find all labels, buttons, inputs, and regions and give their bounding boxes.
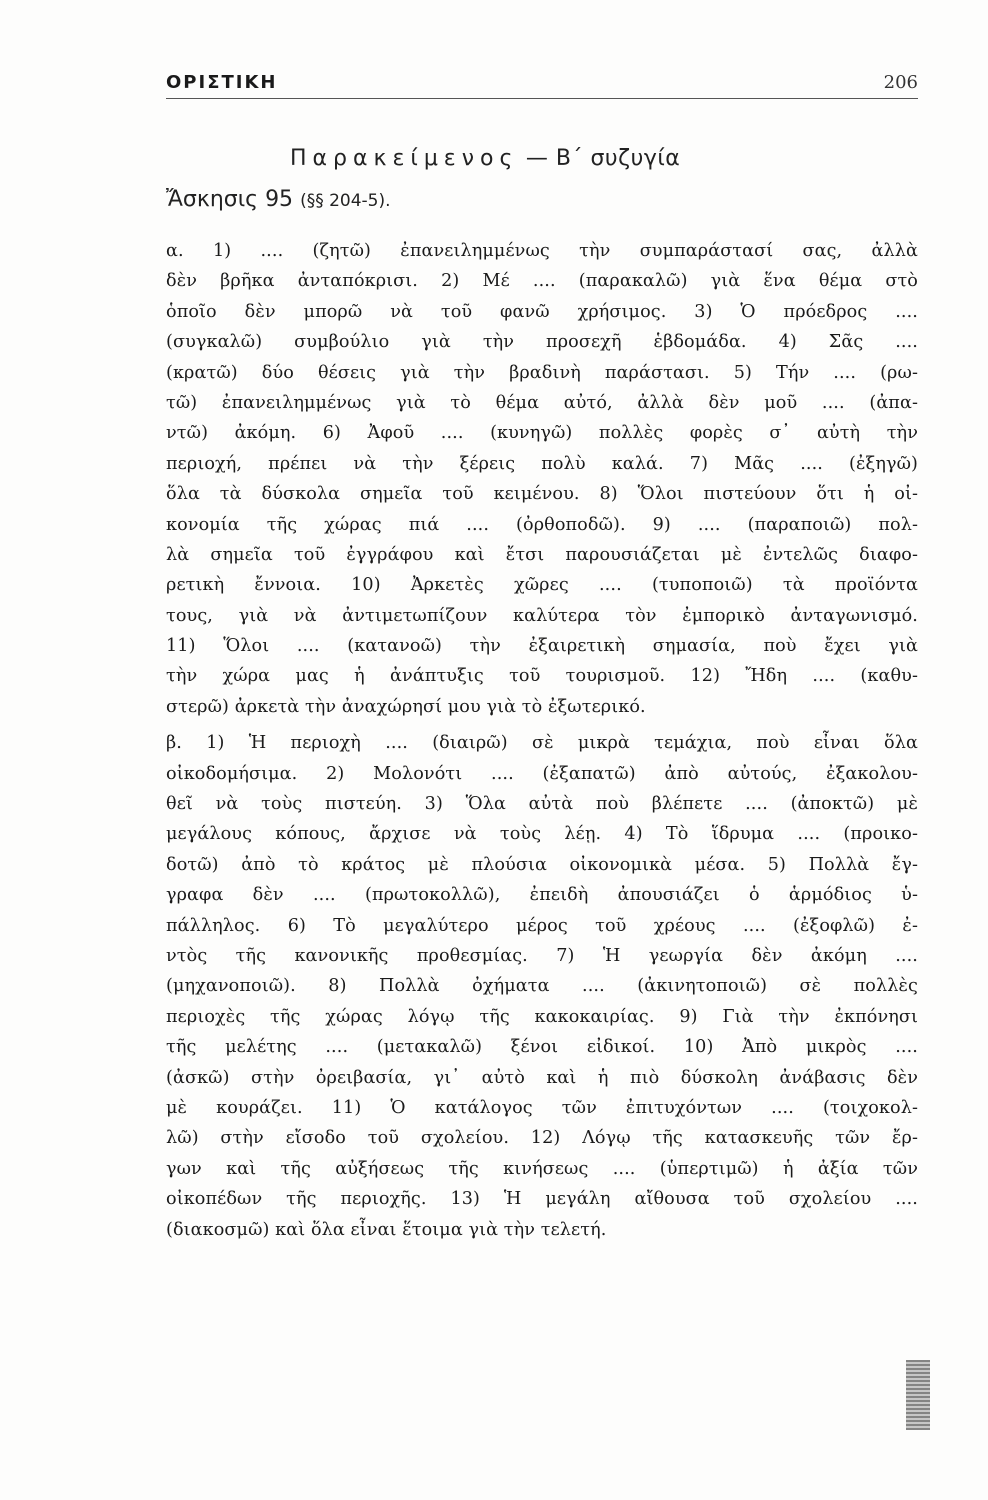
section-title-main: Παρακείμενος bbox=[290, 146, 519, 171]
text-line: μὲ κουράζει. 11) Ὁ κατάλογος τῶν ἐπιτυχόντων .... (τοιχοκολ- bbox=[166, 1097, 918, 1118]
margin-stamp-mark bbox=[906, 1360, 930, 1430]
text-line: λῶ) στὴν εἴσοδο τοῦ σχολείου. 12) Λόγῳ τῆς κατασκευῆς τῶν ἔρ- bbox=[166, 1128, 918, 1149]
text-line: (ἀσκῶ) στὴν ὀρειβασία, γι᾽ αὐτὸ καὶ ἡ πιὸ δύσκολη ἀνάβασις δὲν bbox=[166, 1067, 918, 1088]
text-line: (μηχανοποιῶ). 8) Πολλὰ ὀχήματα .... (ἀκινητοποιῶ) σὲ πολλὲς bbox=[166, 976, 918, 997]
text-line: περιοχὲς τῆς χώρας λόγῳ τῆς κακοκαιρίας. 9) Γιὰ τὴν ἐκπόνησι bbox=[166, 1006, 918, 1027]
text-line: 11) Ὅλοι .... (κατανοῶ) τὴν ἐξαιρετικὴ σημασία, ποὺ ἔχει γιὰ bbox=[166, 636, 918, 657]
exercise-name: Ἄσκησις 95 bbox=[166, 187, 294, 212]
text-line: (κρατῶ) δύο θέσεις γιὰ τὴν βραδινὴ παράστασι. 5) Τήν .... (ρω- bbox=[166, 362, 918, 383]
section-title bbox=[290, 146, 680, 171]
exercise-ref: (§§ 204-5). bbox=[300, 191, 391, 211]
text-line: στερῶ) ἀρκετὰ τὴν ἀναχώρησί μου γιὰ τὸ ἐξωτερικό. bbox=[166, 696, 646, 717]
section-title-sub: — Β΄ συζυγία bbox=[525, 146, 681, 171]
running-title: ΟΡΙΣΤΙΚΗ bbox=[166, 72, 278, 93]
text-line: τῶ) ἐπανειλημμένως γιὰ τὸ θέμα αὐτό, ἀλλὰ δὲν μοῦ .... (ἀπα- bbox=[166, 392, 918, 413]
text-line: πάλληλος. 6) Τὸ μεγαλύτερο μέρος τοῦ χρέους .... (ἐξοφλῶ) ἐ- bbox=[166, 915, 918, 936]
page-number: 206 bbox=[883, 72, 918, 93]
exercise-title bbox=[166, 187, 391, 212]
text-line: (διακοσμῶ) καὶ ὅλα εἶναι ἕτοιμα γιὰ τὴν τελετή. bbox=[166, 1219, 607, 1240]
text-line: οἰκοδομήσιμα. 2) Μολονότι .... (ἐξαπατῶ) ἀπὸ αὐτούς, ἐξακολου- bbox=[166, 763, 918, 784]
running-head bbox=[166, 72, 918, 99]
text-line: ντὸς τῆς κανονικῆς προθεσμίας. 7) Ἡ γεωργία δὲν ἀκόμη .... bbox=[166, 945, 918, 966]
text-line: τους, γιὰ νὰ ἀντιμετωπίζουν καλύτερα τὸν ἐμπορικὸ ἀνταγωνισμό. bbox=[166, 605, 918, 626]
text-line: δοτῶ) ἀπὸ τὸ κράτος μὲ πλούσια οἰκονομικὰ μέσα. 5) Πολλὰ ἔγ- bbox=[166, 854, 918, 875]
text-line: κονομία τῆς χώρας πιά .... (ὀρθοποδῶ). 9) .... (παραποιῶ) πολ- bbox=[166, 514, 918, 535]
text-line: δὲν βρῆκα ἀνταπόκρισι. 2) Μέ .... (παρακαλῶ) γιὰ ἕνα θέμα στὸ bbox=[166, 271, 918, 292]
text-line: τὴν χώρα μας ἡ ἀνάπτυξις τοῦ τουρισμοῦ. 12) Ἤδη .... (καθυ- bbox=[166, 666, 918, 687]
text-line: (συγκαλῶ) συμβούλιο γιὰ τὴν προσεχῆ ἑβδομάδα. 4) Σᾶς .... bbox=[166, 332, 918, 353]
text-line: α. 1) .... (ζητῶ) ἐπανειλημμένως τὴν συμπαράστασί σας, ἀλλὰ bbox=[166, 241, 918, 261]
text-line: β. 1) Ἡ περιοχὴ .... (διαιρῶ) σὲ μικρὰ τεμάχια, ποὺ εἶναι ὅλα bbox=[166, 733, 918, 754]
text-line: ρετικὴ ἔννοια. 10) Ἀρκετὲς χῶρες .... (τυποποιῶ) τὰ προϊόντα bbox=[166, 575, 918, 596]
text-line: οἰκοπέδων τῆς περιοχῆς. 13) Ἡ μεγάλη αἴθουσα τοῦ σχολείου .... bbox=[166, 1189, 918, 1210]
text-line: λὰ σημεῖα τοῦ ἐγγράφου καὶ ἔτσι παρουσιάζεται μὲ ἐντελῶς διαφο- bbox=[166, 544, 918, 565]
text-line: γραφα δὲν .... (πρωτοκολλῶ), ἐπειδὴ ἀπουσιάζει ὁ ἁρμόδιος ὑ- bbox=[166, 885, 918, 906]
text-line: γων καὶ τῆς αὐξήσεως τῆς κινήσεως .... (ὑπερτιμῶ) ἡ ἀξία τῶν bbox=[166, 1158, 918, 1179]
exercise-body bbox=[166, 236, 918, 1245]
text-line: περιοχή, πρέπει νὰ τὴν ξέρεις πολὺ καλά. 7) Μᾶς .... (ἐξηγῶ) bbox=[166, 453, 918, 474]
text-line: θεῖ νὰ τοὺς πιστεύη. 3) Ὅλα αὐτὰ ποὺ βλέπετε .... (ἀποκτῶ) μὲ bbox=[166, 794, 918, 815]
text-line: ὅλα τὰ δύσκολα σημεῖα τοῦ κειμένου. 8) Ὅλοι πιστεύουν ὅτι ἡ οἰ- bbox=[166, 484, 918, 505]
text-line: ντῶ) ἀκόμη. 6) Ἀφοῦ .... (κυνηγῶ) πολλὲς φορὲς σ᾽ αὐτὴ τὴν bbox=[166, 423, 918, 444]
text-line: τῆς μελέτης .... (μετακαλῶ) ξένοι εἰδικοί. 10) Ἀπὸ μικρὸς .... bbox=[166, 1037, 918, 1058]
text-line: ὁποῖο δὲν μπορῶ νὰ τοῦ φανῶ χρήσιμος. 3) Ὁ πρόεδρος .... bbox=[166, 301, 918, 322]
text-line: μεγάλους κόπους, ἄρχισε νὰ τοὺς λέῃ. 4) Τὸ ἵδρυμα .... (προικο- bbox=[166, 824, 918, 845]
